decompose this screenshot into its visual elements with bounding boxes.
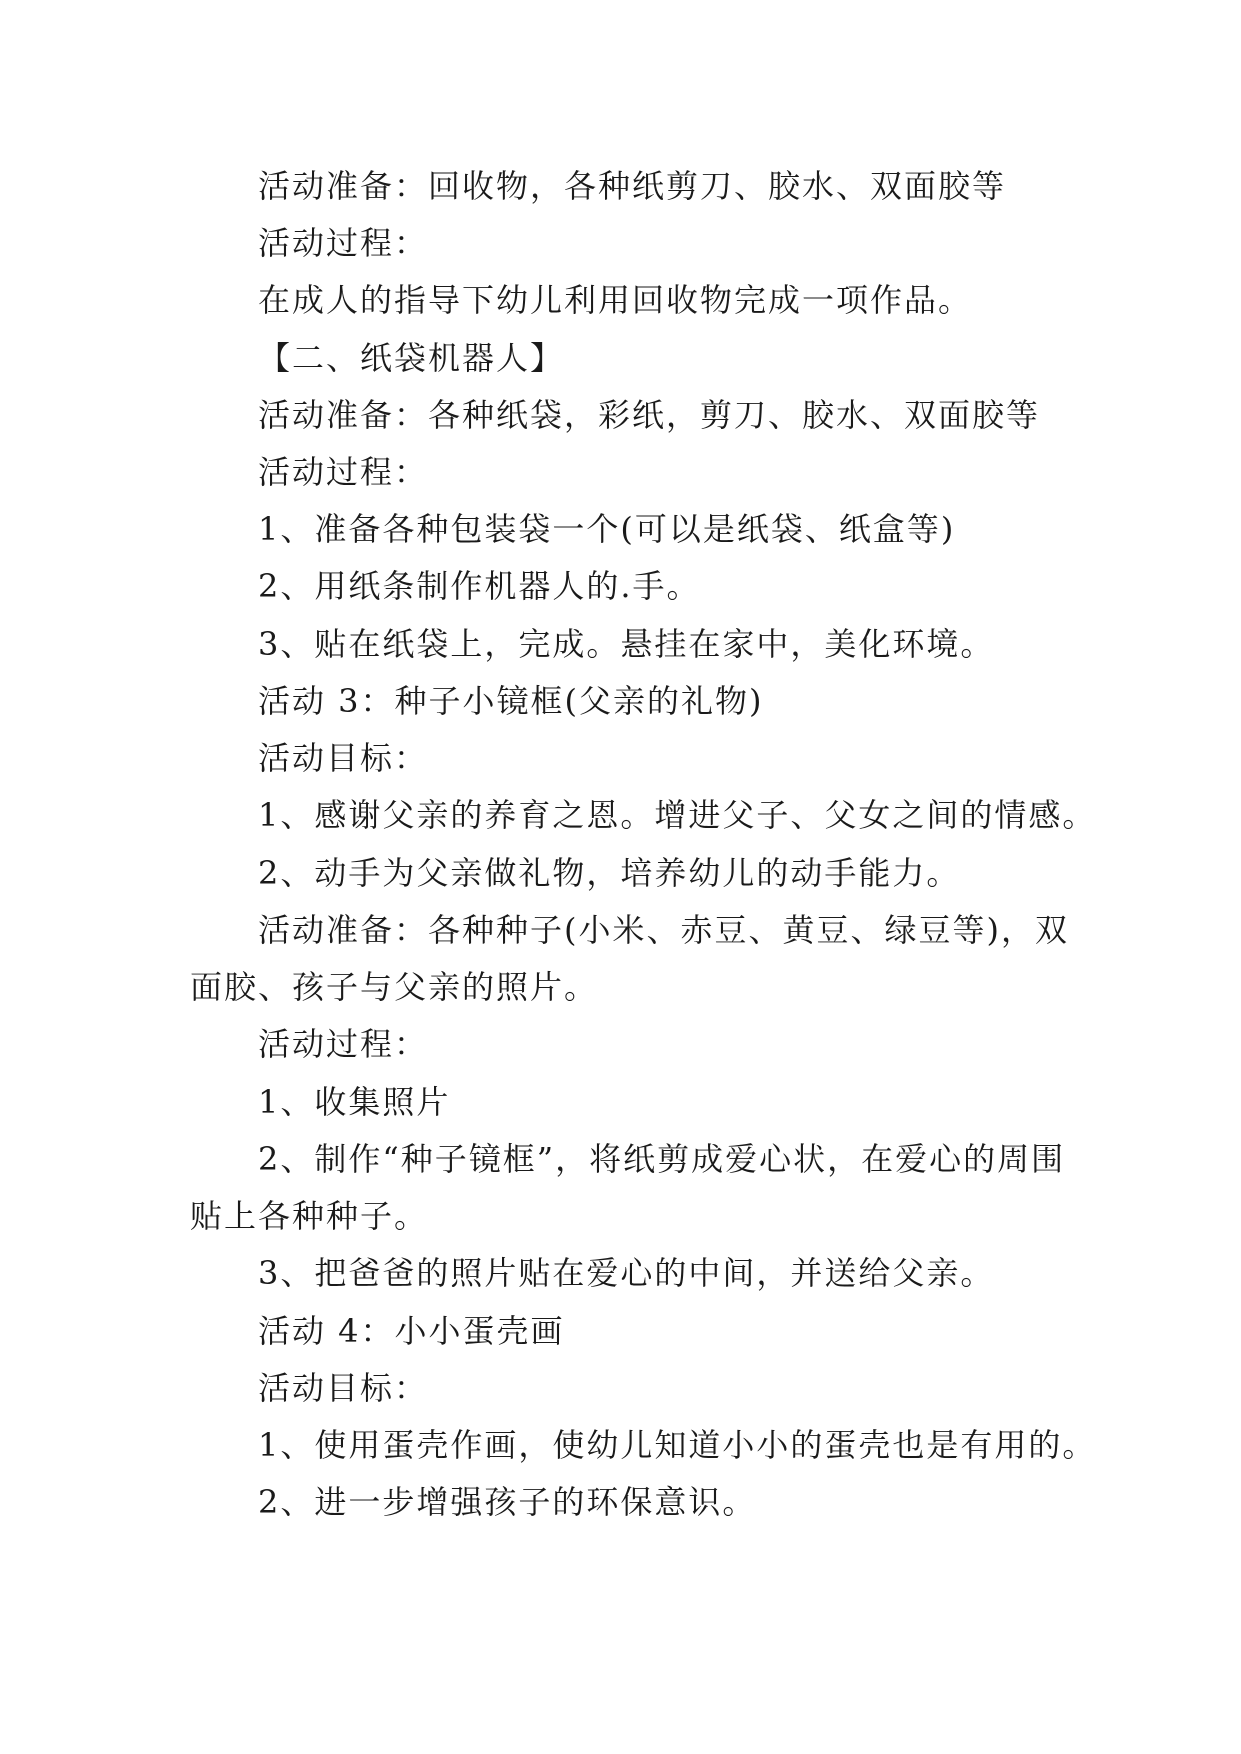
list-item: 2、制作“种子镜框”，将纸剪成爱心状，在爱心的周围 <box>258 1140 1066 1178</box>
paragraph-line: 活动过程： <box>258 1025 429 1063</box>
list-item: 1、收集照片 <box>258 1083 451 1121</box>
list-item: 1、使用蛋壳作画，使幼儿知道小小的蛋壳也是有用的。 <box>258 1426 1097 1464</box>
paragraph-line: 面胶、孩子与父亲的照片。 <box>190 968 599 1006</box>
list-item: 2、用纸条制作机器人的.手。 <box>258 567 701 605</box>
list-item: 2、进一步增强孩子的环保意识。 <box>258 1483 757 1521</box>
list-item: 1、感谢父亲的养育之恩。增进父子、父女之间的情感。 <box>258 796 1097 834</box>
section-heading: 【二、纸袋机器人】 <box>258 339 565 377</box>
list-item: 3、把爸爸的照片贴在爱心的中间，并送给父亲。 <box>258 1254 995 1292</box>
paragraph-line: 贴上各种种子。 <box>190 1197 429 1235</box>
paragraph-line: 活动目标： <box>258 739 429 777</box>
activity-title: 活动 3：种子小镜框(父亲的礼物) <box>258 682 764 720</box>
paragraph-line: 活动准备：各种种子(小米、赤豆、黄豆、绿豆等)，双 <box>258 911 1069 949</box>
paragraph-line: 在成人的指导下幼儿利用回收物完成一项作品。 <box>258 281 973 319</box>
list-item: 2、动手为父亲做礼物，培养幼儿的动手能力。 <box>258 854 961 892</box>
activity-title: 活动 4：小小蛋壳画 <box>258 1312 565 1350</box>
list-item: 3、贴在纸袋上，完成。悬挂在家中，美化环境。 <box>258 625 995 663</box>
list-item: 1、准备各种包装袋一个(可以是纸袋、纸盒等) <box>258 510 956 548</box>
paragraph-line: 活动准备：各种纸袋，彩纸，剪刀、胶水、双面胶等 <box>258 396 1041 434</box>
paragraph-line: 活动过程： <box>258 453 429 491</box>
paragraph-line: 活动目标： <box>258 1369 429 1407</box>
paragraph-line: 活动准备：回收物，各种纸剪刀、胶水、双面胶等 <box>258 167 1007 205</box>
paragraph-line: 活动过程： <box>258 224 429 262</box>
